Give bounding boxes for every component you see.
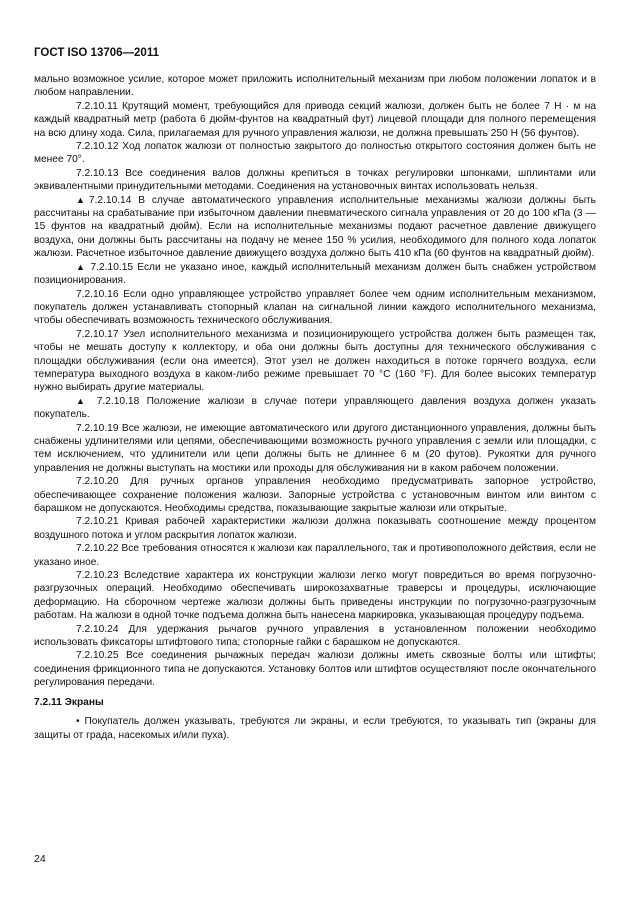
paragraph: мально возможное усилие, которое может приложить исполнительный механизм при любом положении лопаток и в любом направлении. [34,74,596,99]
triangle-marker: ▲ [76,194,89,205]
paragraph-7-2-10-12: 7.2.10.12 Ход лопаток жалюзи от полностью закрытого до полностью открытого состояния должен быть не менее 70°. [34,141,596,166]
paragraph-7-2-10-22: 7.2.10.22 Все требования относятся к жалюзи как параллельного, так и противоположного действия, если не указано иное. [34,543,596,568]
page-number: 24 [34,853,46,865]
paragraph-7-2-10-17: 7.2.10.17 Узел исполнительного механизма и позиционирующего устройства должен быть размещен так, чтобы не мешать доступу к коллектору, и оба они должны быть доступны для технического обслуживания с площадки обслуживания (если она имеется). Этот узел не должен находиться в потоке горячего воздуха, если температура выходного воздуха в каком-либо режиме превышает 70 °С (160 °F). Для более высоких температур нужно выбирать другие материалы. [34,328,596,394]
paragraph-7-2-10-24: 7.2.10.24 Для удержания рычагов ручного управления в установленном положении необходимо использовать фиксаторы штифтового типа; стопорные гайки с барашком не допускаются. [34,623,596,649]
bullet-paragraph: • Покупатель должен указывать, требуются ли экраны, и если требуются, то указывать тип (экраны для защиты от града, насекомых и/или пуха). [34,716,596,741]
paragraph-7-2-10-14 [34,194,596,261]
paragraph-7-2-10-18 [34,395,596,422]
paragraph-7-2-10-23: 7.2.10.23 Вследствие характера их конструкции жалюзи легко могут повредиться во время погрузочно-разгрузочных операций. Необходимо обеспечивать широкозахватные траверсы и процедуры, исключающие деформацию. На сборочном чертеже жалюзи должны быть приведены инструкции по погрузочно-разгрузочным работам. На жалюзи в одной точке подъема должна быть нанесена маркировка, указывающая процедуру подъема. [34,570,596,622]
paragraph-7-2-10-25: 7.2.10.25 Все соединения рычажных передач жалюзи должны иметь сквозные болты или штифты; соединения фрикционного типа не допускаются. Установку болтов или штифтов осуществляют после окончательного регулирования передачи. [34,650,596,689]
paragraph-7-2-10-15 [34,261,596,288]
paragraph-7-2-10-11: 7.2.10.11 Крутящий момент, требующийся для привода секций жалюзи, должен быть не более 7 Н · м на каждый квадратный метр (работа 6 дюйм-фунтов на квадратный фут) лицевой площади для полного перемещения на всю длину хода. Сила, прилагаемая для ручного управления жалюзи, не должна превышать 250 Н (56 фунтов). [34,100,596,139]
paragraph-text: 7.2.10.15 Если не указано иное, каждый исполнительный механизм должен быть снабжен устройством позиционирования. [34,261,596,287]
paragraph-7-2-10-13: 7.2.10.13 Все соединения валов должны крепиться в точках регулировки шпонками, шплинтами или эквивалентными принудительными методами. Соединения на установочных винтах использовать нельзя. [34,167,596,193]
triangle-marker: ▲ [76,395,90,406]
paragraph-7-2-10-21: 7.2.10.21 Кривая рабочей характеристики жалюзи должна показывать соотношение между процентом воздушного потока и углом раскрытия лопаток жалюзи. [34,516,596,541]
paragraph-text: 7.2.10.14 В случае автоматического управления исполнительные механизмы жалюзи должны быть рассчитаны на срабатывание при избыточном давлении пневматического сигнала управления от 20 до 100 кПа (3 — 15 фунтов на квадратный дюйм). Если на исполнительные механизмы подают расчетное давление движущего воздуха, они должны быть рассчитаны на подачу не менее 150 % усилия, необходимого для полного хода лопаток жалюзи. Расчетное избыточное давление движущего воздуха должно быть 410 кПа (60 фунтов на квадратный дюйм). [34,194,596,260]
paragraph-7-2-10-20: 7.2.10.20 Для ручных органов управления необходимо предусматривать запорное устройство, обеспечивающее сохранение положения жалюзи. Запорные устройства с установочным винтом или винтом с барашком не допускаются. Необходимы средства, показывающие закрытые жалюзи или открытые. [34,476,596,514]
paragraph-7-2-10-19: 7.2.10.19 Все жалюзи, не имеющие автоматического или другого дистанционного управления, должны быть снабжены удлинителями или цепями, обеспечивающими возможность ручного управления с земли или площадки, с тем исключением, что удлинители или цепи должны быть не длиннее 6 м (20 футов). Рукоятки для ручного управления не должны выступать на мостики или проходы для обслуживания ни в каком рабочем положении. [34,422,596,474]
body-text [34,73,596,742]
paragraph-7-2-10-16: 7.2.10.16 Если одно управляющее устройство управляет более чем одним исполнительным механизмом, покупатель должен устанавливать стопорный клапан на сигнальной линии каждого исполнительного механизма, чтобы обеспечивать возможность технического обслуживания. [34,288,596,327]
section-heading: 7.2.11 Экраны [34,696,104,708]
paragraph-text: 7.2.10.18 Положение жалюзи в случае потери управляющего давления воздуха должен указать покупатель. [34,395,596,421]
page-header: ГОСТ ISO 13706—2011 [34,47,159,59]
triangle-marker: ▲ [76,261,87,272]
